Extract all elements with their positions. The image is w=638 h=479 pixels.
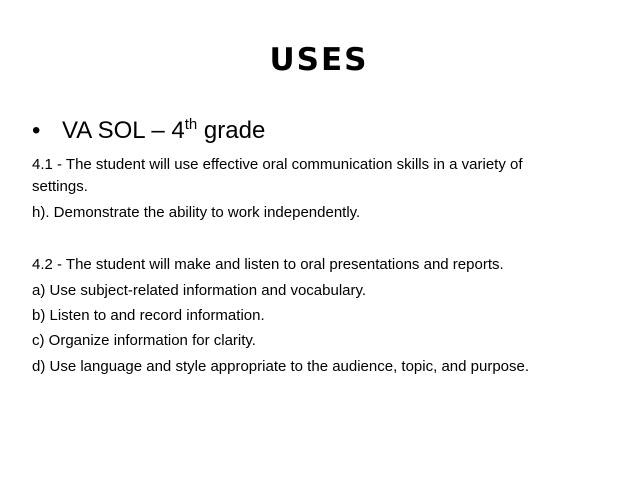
standard-line: b) Listen to and record information. (32, 307, 265, 324)
slide-title: USES (269, 42, 369, 78)
standard-line: d) Use language and style appropriate to the audience, topic, and purpose. (32, 358, 530, 375)
standard-line: h). Demonstrate the ability to work independently. (32, 204, 361, 221)
bullet-suffix: grade (197, 117, 266, 144)
bullet-heading (32, 116, 265, 146)
standard-line: 4.1 - The student will use effective oral communication skills in a variety of (32, 156, 523, 173)
standard-line: 4.2 - The student will make and listen to oral presentations and reports. (32, 256, 504, 273)
standard-line: settings. (32, 178, 88, 195)
bullet-prefix: VA SOL – 4 (62, 117, 185, 144)
standard-line: c) Organize information for clarity. (32, 332, 256, 349)
bullet-superscript: th (184, 116, 198, 133)
standard-line: a) Use subject-related information and vocabulary. (32, 282, 367, 299)
bullet-marker: • (32, 117, 41, 144)
